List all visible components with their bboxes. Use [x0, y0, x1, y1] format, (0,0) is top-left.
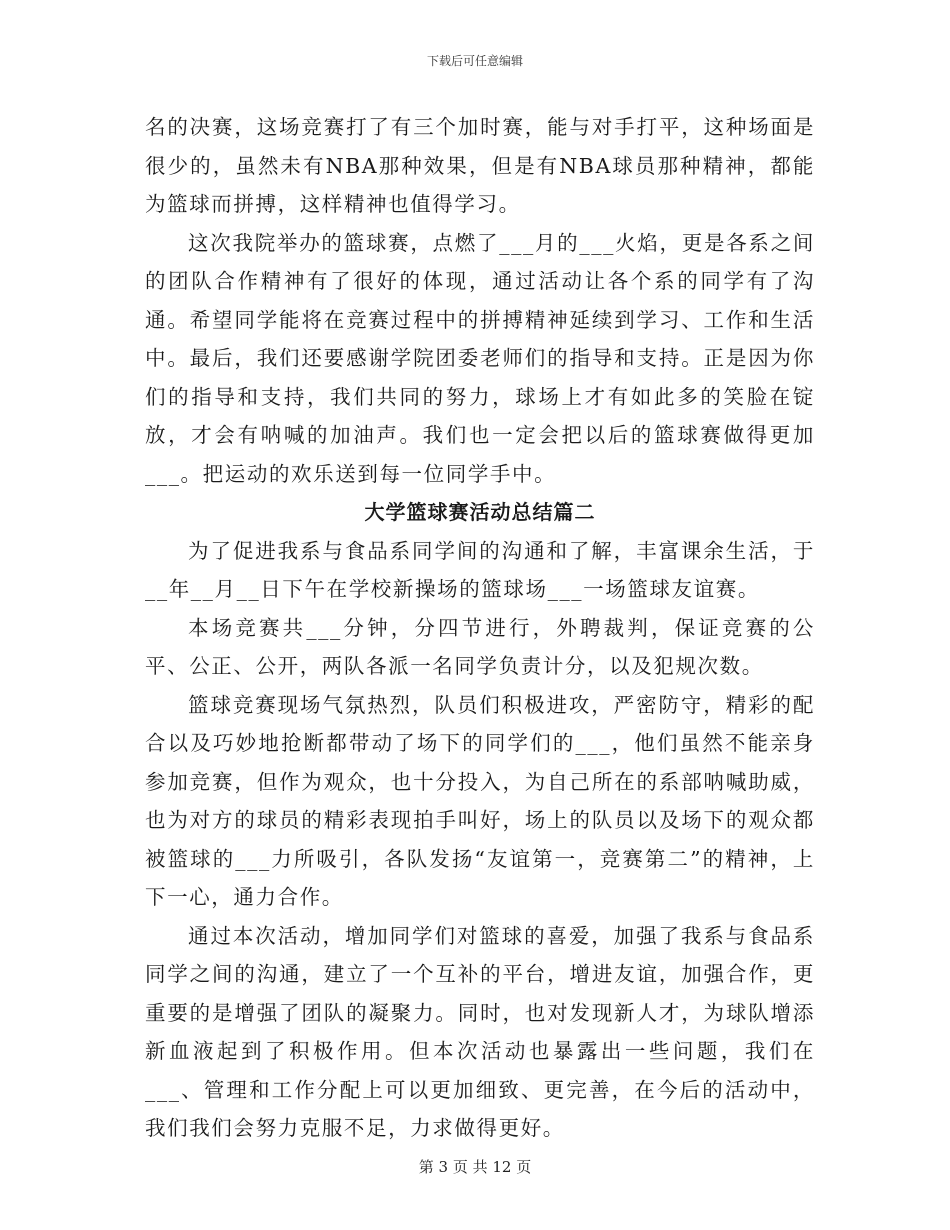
paragraph-4: 本场竞赛共___分钟，分四节进行，外聘裁判，保证竞赛的公平、公正、公开，两队各派一名同学负责计分，以及犯规次数。 — [145, 615, 815, 678]
paragraph-1: 名的决赛，这场竞赛打了有三个加时赛，能与对手打平，这种场面是很少的，虽然未有NBA那种效果，但是有NBA球员那种精神，都能为篮球而拼搏，这样精神也值得学习。 — [145, 115, 815, 216]
section-title: 大学篮球赛活动总结篇二 — [364, 500, 596, 524]
paragraph-5: 篮球竞赛现场气氛热烈，队员们积极进攻，严密防守，精彩的配合以及巧妙地抢断都带动了场下的同学们的___，他们虽然不能亲身参加竞赛，但作为观众，也十分投入，为自己所在的系部呐喊助威，也为对方的球员的精彩表现拍手叫好，场上的队员以及场下的观众都被篮球的___力所吸引，各队发扬“友谊第一，竞赛第二”的精神，上下一心，通力合作。 — [145, 692, 815, 909]
page-header-note: 下载后可任意编辑 — [426, 54, 523, 68]
paragraph-2: 这次我院举办的篮球赛，点燃了___月的___火焰，更是各系之间的团队合作精神有了很好的体现，通过活动让各个系的同学有了沟通。希望同学能将在竞赛过程中的拼搏精神延续到学习、工作和生活中。最后，我们还要感谢学院团委老师们的指导和支持。正是因为你们的指导和支持，我们共同的努力，球场上才有如此多的笑脸在锭放，才会有呐喊的加油声。我们也一定会把以后的篮球赛做得更加___。把运动的欢乐送到每一位同学手中。 — [145, 230, 815, 486]
paragraph-3: 为了促进我系与食品系同学间的沟通和了解，丰富课余生活，于__年__月__日下午在学校新操场的篮球场___一场篮球友谊赛。 — [145, 538, 815, 601]
paragraph-6: 通过本次活动，增加同学们对篮球的喜爱，加强了我系与食品系同学之间的沟通，建立了一个互补的平台，增进友谊，加强合作，更重要的是增强了团队的凝聚力。同时，也对发现新人才，为球队增添新血液起到了积极作用。但本次活动也暴露出一些问题，我们在___、管理和工作分配上可以更加细致、更完善，在今后的活动中，我们我们会努力克服不足，力求做得更好。 — [145, 923, 815, 1140]
document-body — [145, 108, 815, 1148]
page-footer-number: 第 3 页 共 12 页 — [418, 1158, 532, 1176]
